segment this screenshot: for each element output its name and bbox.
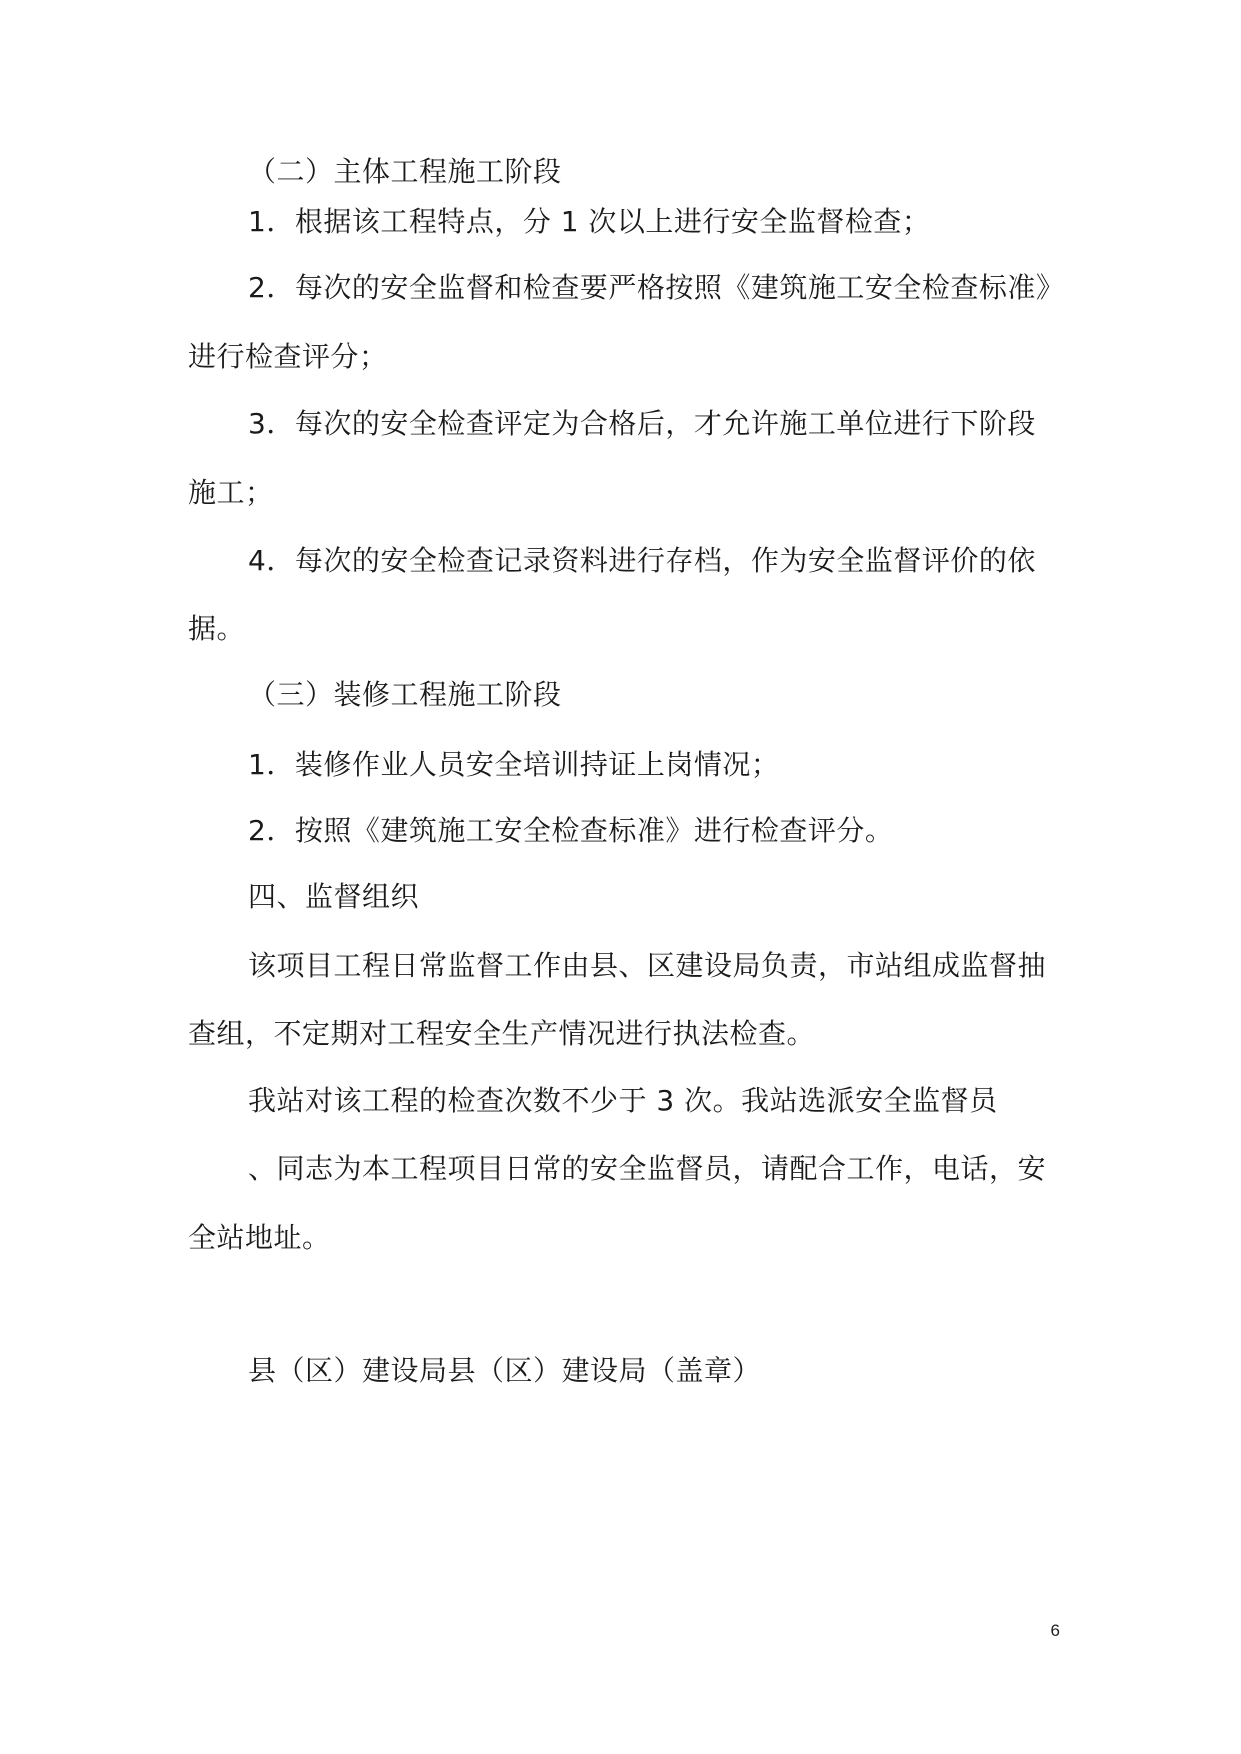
paragraph-line: 进行检查评分； — [188, 340, 388, 373]
paragraph-line: 施工； — [188, 476, 274, 509]
paragraph-line: 、同志为本工程项目日常的安全监督员，请配合工作，电话，安 — [248, 1152, 1047, 1185]
paragraph-line: 该项目工程日常监督工作由县、区建设局负责，市站组成监督抽 — [248, 949, 1047, 982]
paragraph-line: 4．每次的安全检查记录资料进行存档，作为安全监督评价的依 — [248, 544, 1036, 577]
paragraph-line: 查组，不定期对工程安全生产情况进行执法检查。 — [188, 1017, 816, 1050]
paragraph-line: 3．每次的安全检查评定为合格后，才允许施工单位进行下阶段 — [248, 407, 1036, 440]
section-heading-supervision-organization: 四、监督组织 — [248, 880, 420, 913]
paragraph-line: 据。 — [188, 612, 246, 645]
paragraph-line: 1．根据该工程特点，分 1 次以上进行安全监督检查； — [248, 205, 931, 238]
paragraph-line: 1．装修作业人员安全培训持证上岗情况； — [248, 748, 780, 781]
section-heading-main-construction: （二）主体工程施工阶段 — [248, 155, 562, 188]
paragraph-line: 2．按照《建筑施工安全检查标准》进行检查评分。 — [248, 814, 894, 847]
page-number: 6 — [1050, 1621, 1060, 1640]
signature-line: 县（区）建设局县（区）建设局（盖章） — [248, 1354, 762, 1387]
paragraph-line: 2．每次的安全监督和检查要严格按照《建筑施工安全检查标准》 — [248, 271, 1065, 304]
paragraph-line: 全站地址。 — [188, 1221, 331, 1254]
paragraph-line: 我站对该工程的检查次数不少于 3 次。我站选派安全监督员 — [248, 1084, 998, 1117]
section-heading-decoration: （三）装修工程施工阶段 — [248, 678, 562, 711]
